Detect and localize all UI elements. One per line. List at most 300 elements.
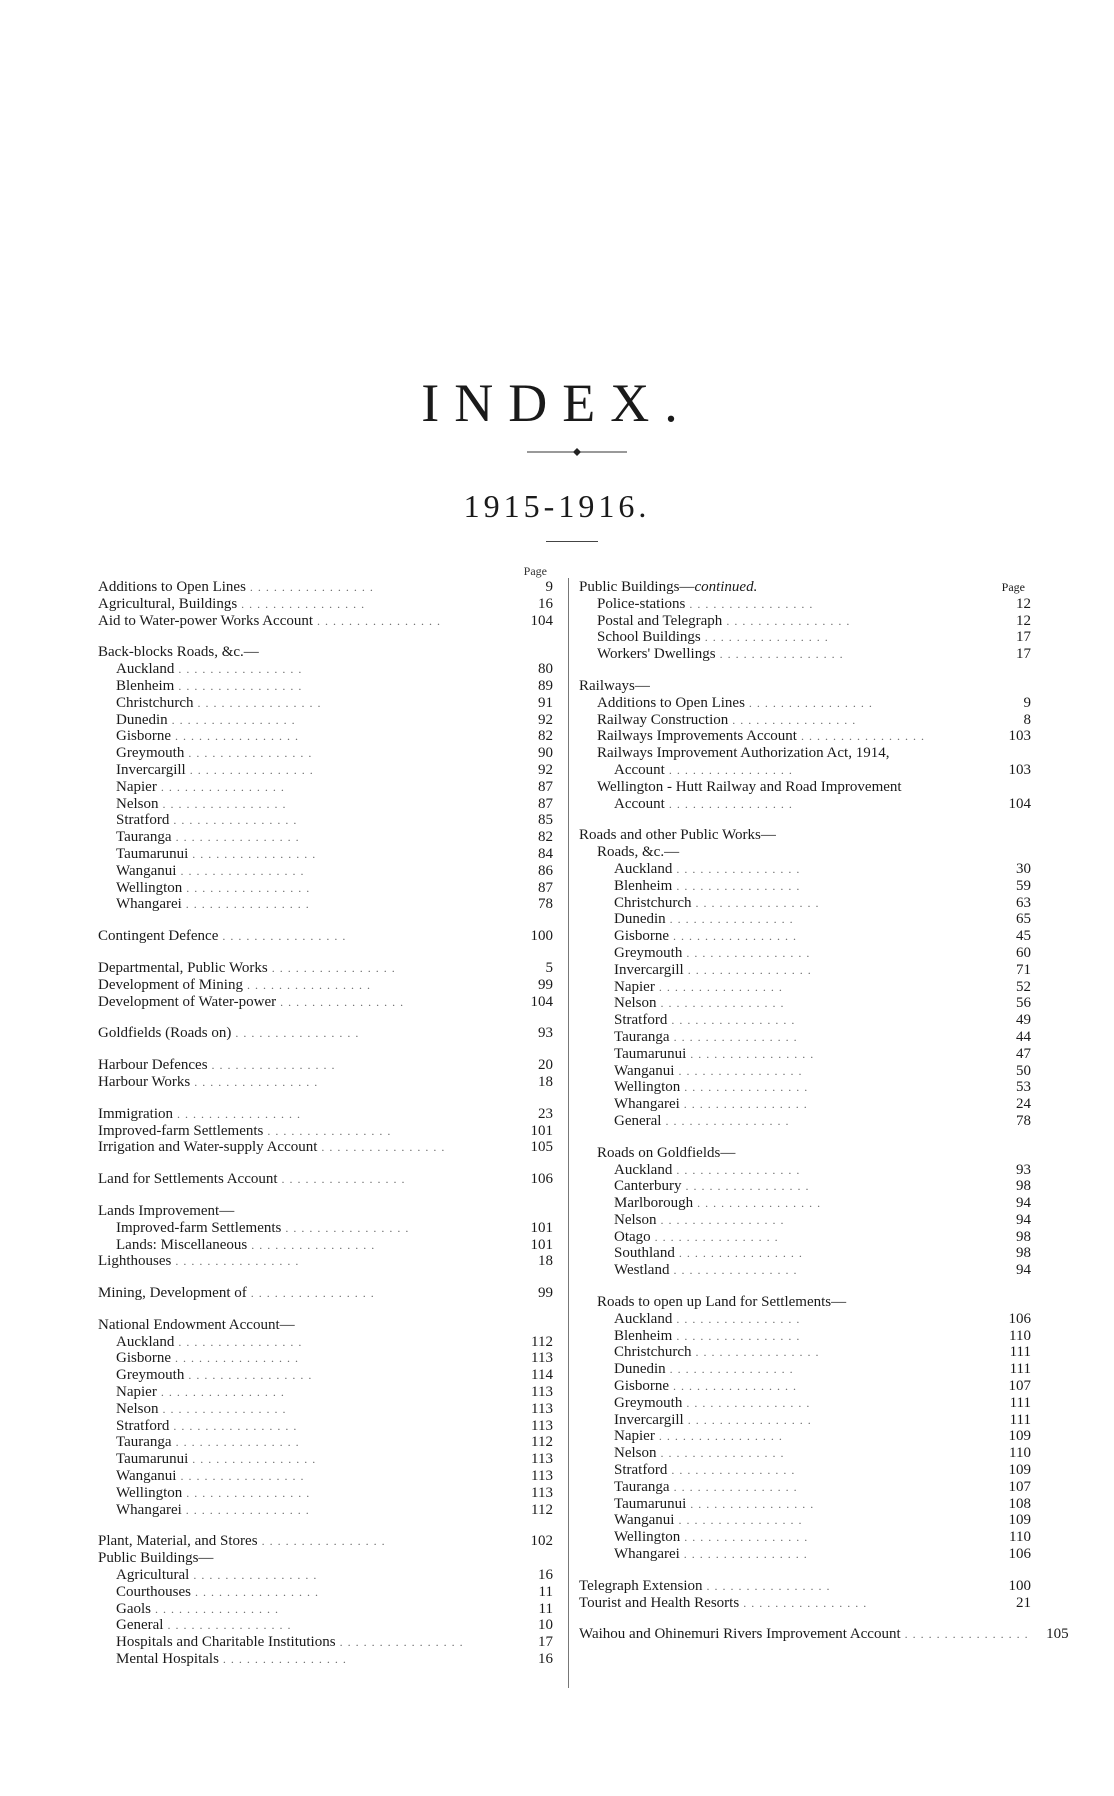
index-entry	[98, 678, 553, 695]
page-number: 63	[1016, 894, 1031, 911]
index-entry	[579, 1412, 1031, 1429]
section-gap	[98, 1042, 553, 1057]
leader-dots: . . . . . . . . . . . . . . . .	[678, 1513, 803, 1528]
index-entry	[579, 762, 1031, 779]
page-number: 105	[1046, 1626, 1069, 1643]
leader-dots: . . . . . . . . . . . . . . . .	[173, 1418, 298, 1433]
entry-label: Plant, Material, and Stores	[98, 1533, 258, 1550]
ornament-divider	[527, 448, 627, 456]
leader-dots: . . . . . . . . . . . . . . . .	[904, 1627, 1029, 1642]
page-number: 113	[531, 1468, 553, 1485]
leader-dots: . . . . . . . . . . . . . . . .	[673, 1379, 797, 1394]
entry-label: General	[116, 1617, 164, 1634]
index-entry	[579, 1195, 1031, 1212]
leader-dots: . . . . . . . . . . . . . . . .	[267, 1123, 392, 1138]
entry-label: Courthouses	[116, 1583, 191, 1600]
entry-label: Aid to Water-power Works Account	[98, 612, 314, 629]
page-number: 92	[538, 761, 553, 778]
page-number: 98	[1016, 1228, 1031, 1245]
page-number: 92	[538, 711, 553, 728]
page-number: 9	[545, 579, 553, 595]
entry-label: Whangarei	[614, 1096, 680, 1113]
entry-label: Postal and Telegraph	[597, 612, 723, 629]
page-number: 108	[1008, 1495, 1031, 1512]
index-entry	[579, 861, 1031, 878]
entry-label: Auckland	[614, 1161, 673, 1178]
index-entry	[579, 1212, 1031, 1229]
index-entry	[579, 646, 1031, 663]
page-number: 106	[1008, 1546, 1031, 1563]
index-entry	[579, 1046, 1031, 1063]
index-entry	[579, 1162, 1031, 1179]
entry-label: Harbour Works	[98, 1073, 191, 1090]
index-entry	[98, 1171, 553, 1188]
section-gap	[98, 1156, 553, 1171]
page-number: 109	[1008, 1512, 1031, 1529]
index-entry	[98, 1334, 553, 1351]
index-entry	[98, 1401, 553, 1418]
index-entry	[579, 1595, 1031, 1612]
index-entry	[579, 1578, 1031, 1595]
index-heading	[98, 1203, 553, 1220]
leader-dots: . . . . . . . . . . . . . . . .	[175, 830, 300, 845]
entry-label: Marlborough	[614, 1195, 694, 1212]
index-entry	[98, 779, 553, 796]
entry-label: Wellington	[614, 1079, 681, 1096]
leader-dots: . . . . . . . . . . . . . . . .	[194, 1074, 319, 1089]
page-number: 12	[1016, 612, 1031, 629]
leader-dots: . . . . . . . . . . . . . . . .	[743, 1595, 868, 1610]
page-number: 99	[538, 976, 553, 993]
page-number: 9	[1023, 694, 1031, 711]
leader-dots: . . . . . . . . . . . . . . . .	[185, 1502, 310, 1517]
section-gap	[98, 1302, 553, 1317]
page-number: 102	[530, 1533, 553, 1550]
continued-label: continued.	[694, 579, 758, 595]
entry-label: Napier	[614, 978, 655, 995]
page-number: 50	[1016, 1062, 1031, 1079]
leader-dots: . . . . . . . . . . . . . . . .	[676, 1162, 801, 1177]
entry-label: Agricultural	[116, 1567, 190, 1584]
page-number: 10	[538, 1617, 553, 1634]
leader-dots: . . . . . . . . . . . . . . . .	[211, 1058, 336, 1073]
leader-dots: . . . . . . . . . . . . . . . .	[197, 695, 322, 710]
heading-label: Railways Improvement Authorization Act, 1914,	[597, 745, 890, 762]
page-number: 93	[538, 1025, 553, 1042]
index-entry	[579, 596, 1031, 613]
leader-dots: . . . . . . . . . . . . . . . .	[695, 895, 820, 910]
page-number: 100	[1008, 1577, 1031, 1594]
index-entry	[98, 1418, 553, 1435]
entry-label: General	[614, 1112, 662, 1129]
page-number: 18	[538, 1253, 553, 1270]
entry-label: Nelson	[614, 1445, 657, 1462]
right-index-list	[579, 579, 1069, 1643]
leader-dots: . . . . . . . . . . . . . . . .	[249, 580, 374, 594]
index-entry	[98, 1617, 553, 1634]
entry-label: Immigration	[98, 1105, 173, 1122]
heading-label: Roads to open up Land for Settlements—	[597, 1294, 847, 1311]
entry-label: Improved-farm Settlements	[116, 1219, 282, 1236]
page-number: 101	[530, 1236, 553, 1253]
index-heading	[579, 1145, 1031, 1162]
leader-dots: . . . . . . . . . . . . . . . .	[178, 662, 303, 677]
index-heading	[579, 1294, 1031, 1311]
entry-label: Wellington	[116, 879, 183, 896]
index-entry	[98, 960, 553, 977]
index-entry	[579, 1229, 1031, 1246]
page-number: 8	[1023, 711, 1031, 728]
page-number: 113	[531, 1484, 553, 1501]
heading-label: Roads, &c.—	[597, 844, 680, 861]
leader-dots: . . . . . . . . . . . . . . . .	[160, 779, 285, 794]
leader-dots: . . . . . . . . . . . . . . . .	[180, 863, 305, 878]
leader-dots: . . . . . . . . . . . . . . . .	[178, 1334, 303, 1349]
section-gap	[98, 1091, 553, 1106]
page-number: 71	[1016, 961, 1031, 978]
left-index-list	[98, 579, 553, 1668]
leader-dots: . . . . . . . . . . . . . . . .	[178, 678, 303, 693]
index-entry	[579, 1496, 1031, 1513]
entry-label: Harbour Defences	[98, 1057, 208, 1074]
entry-label: School Buildings	[597, 629, 701, 646]
entry-label: Workers' Dwellings	[597, 646, 716, 663]
leader-dots: . . . . . . . . . . . . . . . .	[195, 1584, 319, 1599]
index-entry	[579, 995, 1031, 1012]
leader-dots: . . . . . . . . . . . . . . . .	[186, 1485, 311, 1500]
index-entry	[98, 1601, 553, 1618]
leader-dots: . . . . . . . . . . . . . . . .	[658, 1429, 783, 1444]
page-number: 82	[538, 728, 553, 745]
page-number: 98	[1016, 1245, 1031, 1262]
index-entry	[98, 1485, 553, 1502]
index-entry	[98, 1468, 553, 1485]
page-number: 30	[1016, 860, 1031, 877]
index-entry	[579, 979, 1031, 996]
index-entry	[98, 1567, 553, 1584]
leader-dots: . . . . . . . . . . . . . . . .	[317, 613, 442, 628]
page-number: 17	[1016, 646, 1031, 663]
leader-dots: . . . . . . . . . . . . . . . .	[732, 712, 857, 727]
index-entry	[98, 1384, 553, 1401]
page-number: 111	[1009, 1394, 1031, 1411]
index-entry	[98, 695, 553, 712]
index-entry	[98, 1106, 553, 1123]
index-entry	[579, 1262, 1031, 1279]
index-entry	[98, 579, 553, 596]
entry-label: Christchurch	[614, 894, 692, 911]
index-entry-line	[579, 779, 1031, 796]
index-entry	[98, 1502, 553, 1519]
entry-label: Gaols	[116, 1600, 151, 1617]
leader-dots: . . . . . . . . . . . . . . . .	[171, 712, 296, 727]
page-number: 16	[538, 595, 553, 612]
index-entry	[579, 1113, 1031, 1130]
heading-label: National Endowment Account—	[98, 1316, 295, 1333]
entry-label: Departmental, Public Works	[98, 959, 268, 976]
entry-label: Lighthouses	[98, 1253, 172, 1270]
page-number: 59	[1016, 877, 1031, 894]
leader-dots: . . . . . . . . . . . . . . . .	[673, 929, 797, 944]
leader-dots: . . . . . . . . . . . . . . . .	[339, 1635, 464, 1650]
entry-label: Tauranga	[614, 1028, 670, 1045]
page-number: 107	[1008, 1378, 1031, 1395]
leader-dots: . . . . . . . . . . . . . . . .	[321, 1140, 446, 1155]
page-number: 87	[538, 879, 553, 896]
leader-dots: . . . . . . . . . . . . . . . .	[235, 1026, 360, 1041]
leader-dots: . . . . . . . . . . . . . . . .	[261, 1534, 386, 1549]
entry-label: Nelson	[116, 795, 159, 812]
entry-label: Taumarunui	[116, 845, 189, 862]
entry-label: Telegraph Extension	[579, 1577, 703, 1594]
index-entry	[98, 796, 553, 813]
leader-dots: . . . . . . . . . . . . . . . .	[155, 1601, 279, 1616]
leader-dots: . . . . . . . . . . . . . . . .	[186, 880, 311, 895]
index-entry-line	[579, 745, 1031, 762]
page-number: 47	[1016, 1045, 1031, 1062]
index-entry	[98, 896, 553, 913]
entry-label: Greymouth	[614, 1394, 683, 1411]
page-number: 17	[1016, 629, 1031, 646]
entry-label: Nelson	[614, 995, 657, 1012]
entry-label: Stratford	[614, 1012, 668, 1029]
entry-label: Whangarei	[614, 1546, 680, 1563]
index-entry	[98, 1237, 553, 1254]
page-number: 101	[530, 1122, 553, 1139]
entry-label: Wanganui	[614, 1512, 675, 1529]
page-number: 109	[1008, 1428, 1031, 1445]
page-number: 103	[1008, 728, 1031, 745]
section-gap	[579, 1279, 1031, 1294]
page-number: 87	[538, 795, 553, 812]
entry-label: Additions to Open Lines	[597, 694, 745, 711]
index-entry	[98, 1434, 553, 1451]
leader-dots: . . . . . . . . . . . . . . . .	[188, 746, 313, 761]
index-entry	[579, 712, 1031, 729]
entry-label: Auckland	[614, 1310, 673, 1327]
entry-label: Mental Hospitals	[116, 1651, 219, 1668]
leader-dots: . . . . . . . . . . . . . . . .	[175, 1435, 300, 1450]
entry-label: Taumarunui	[614, 1495, 687, 1512]
leader-dots: . . . . . . . . . . . . . . . .	[800, 729, 925, 744]
page-number: 18	[538, 1073, 553, 1090]
leader-dots: . . . . . . . . . . . . . . . .	[175, 1254, 300, 1269]
leader-dots: . . . . . . . . . . . . . . . .	[669, 912, 794, 927]
page-number: 23	[538, 1105, 553, 1122]
index-heading	[579, 844, 1031, 861]
heading-label: Roads on Goldfields—	[597, 1144, 736, 1161]
leader-dots: . . . . . . . . . . . . . . . .	[177, 1106, 301, 1121]
index-entry	[579, 1378, 1031, 1395]
leader-dots: . . . . . . . . . . . . . . . .	[175, 729, 299, 744]
entry-label: Wellington	[614, 1529, 681, 1546]
index-entry	[98, 863, 553, 880]
leader-dots: . . . . . . . . . . . . . . . .	[697, 1196, 822, 1211]
section-gap	[98, 913, 553, 928]
page-number: 112	[531, 1501, 553, 1518]
index-entry	[98, 745, 553, 762]
page-number: 11	[538, 1583, 553, 1600]
leader-dots: . . . . . . . . . . . . . . . .	[160, 1385, 285, 1400]
page-number: 106	[1008, 1310, 1031, 1327]
index-entry	[98, 1123, 553, 1140]
leader-dots: . . . . . . . . . . . . . . . .	[251, 1237, 376, 1252]
page-number: 56	[1016, 995, 1031, 1012]
leader-dots: . . . . . . . . . . . . . . . .	[285, 1220, 410, 1235]
index-entry	[98, 661, 553, 678]
page-number: 60	[1016, 944, 1031, 961]
index-entry	[579, 1029, 1031, 1046]
page-number: 84	[538, 845, 553, 862]
page-number: 112	[531, 1333, 553, 1350]
leader-dots: . . . . . . . . . . . . . . . .	[162, 796, 287, 811]
leader-dots: . . . . . . . . . . . . . . . .	[676, 861, 801, 876]
page-number: 80	[538, 661, 553, 678]
page-number: 104	[530, 993, 553, 1010]
index-title: INDEX.	[421, 373, 693, 433]
page-number: 107	[1008, 1478, 1031, 1495]
page-number: 103	[1008, 761, 1031, 778]
index-entry	[579, 1012, 1031, 1029]
entry-label: Goldfields (Roads on)	[98, 1025, 232, 1042]
heading-label: Back-blocks Roads, &c.—	[98, 644, 259, 661]
leader-dots: . . . . . . . . . . . . . . . .	[695, 1345, 820, 1360]
entry-label: Hospitals and Charitable Institutions	[116, 1634, 336, 1651]
entry-label: Mining, Development of	[98, 1285, 247, 1302]
column-divider	[568, 578, 569, 1688]
index-entry	[98, 1057, 553, 1074]
heading-label: Wellington - Hutt Railway and Road Improvement	[597, 778, 902, 795]
index-entry	[98, 1533, 553, 1550]
right-column	[579, 564, 1069, 1643]
page-number: 24	[1016, 1096, 1031, 1113]
leader-dots: . . . . . . . . . . . . . . . .	[654, 1229, 779, 1244]
leader-dots: . . . . . . . . . . . . . . . .	[690, 1496, 815, 1511]
index-entry	[579, 1395, 1031, 1412]
entry-label: Stratford	[614, 1462, 668, 1479]
index-heading	[579, 678, 1031, 695]
index-entry	[98, 712, 553, 729]
section-gap	[579, 663, 1031, 678]
page-number: 111	[1009, 1411, 1031, 1428]
page-number: 105	[530, 1139, 553, 1156]
section-gap	[579, 1563, 1031, 1578]
continued-heading	[579, 579, 1031, 596]
index-heading	[579, 827, 1031, 844]
entry-label: Tauranga	[116, 1434, 172, 1451]
heading-label: Railways—	[579, 677, 650, 694]
index-entry	[579, 911, 1031, 928]
leader-dots: . . . . . . . . . . . . . . . .	[665, 1113, 790, 1128]
page-number: 110	[1009, 1529, 1031, 1546]
page-number: 101	[530, 1219, 553, 1236]
index-entry	[579, 1462, 1031, 1479]
leader-dots: . . . . . . . . . . . . . . . .	[673, 1029, 798, 1044]
leader-dots: . . . . . . . . . . . . . . . .	[683, 1547, 808, 1562]
index-entry	[579, 1328, 1031, 1345]
heading-label: Public Buildings—	[579, 579, 695, 595]
index-year: 1915-1916.	[463, 488, 651, 524]
entry-label: Christchurch	[116, 694, 194, 711]
page-number: 16	[538, 1567, 553, 1584]
leader-dots: . . . . . . . . . . . . . . . .	[271, 960, 396, 975]
index-entry	[98, 977, 553, 994]
page-number: 94	[1016, 1262, 1031, 1279]
index-entry	[579, 1096, 1031, 1113]
index-entry	[579, 962, 1031, 979]
page-number: 45	[1016, 928, 1031, 945]
leader-dots: . . . . . . . . . . . . . . . .	[676, 1328, 801, 1343]
entry-label: Gisborne	[614, 928, 669, 945]
entry-label: Stratford	[116, 1417, 170, 1434]
page-number: 82	[538, 829, 553, 846]
page-number: 21	[1016, 1594, 1031, 1611]
page-number: 17	[538, 1634, 553, 1651]
index-entry	[98, 596, 553, 613]
leader-dots: . . . . . . . . . . . . . . . .	[686, 1395, 811, 1410]
entry-label: Whangarei	[116, 896, 182, 913]
index-heading	[98, 1550, 553, 1567]
page-column-header: Page	[523, 564, 547, 578]
page-number: 85	[538, 812, 553, 829]
entry-label: Wellington	[116, 1484, 183, 1501]
page-number: 90	[538, 745, 553, 762]
page-number: 104	[530, 612, 553, 629]
index-entry	[579, 928, 1031, 945]
index-heading	[98, 1317, 553, 1334]
entry-label: Auckland	[116, 661, 175, 678]
index-entry	[579, 878, 1031, 895]
entry-label: Improved-farm Settlements	[98, 1122, 264, 1139]
page-number: 86	[538, 862, 553, 879]
index-entry	[579, 1428, 1031, 1445]
index-entry	[98, 1350, 553, 1367]
entry-label: Southland	[614, 1245, 675, 1262]
page-number: 78	[538, 896, 553, 913]
section-gap	[579, 1611, 1031, 1626]
leader-dots: . . . . . . . . . . . . . . . .	[180, 1469, 305, 1484]
page-number: 112	[531, 1434, 553, 1451]
index-entry	[579, 1063, 1031, 1080]
index-entry	[579, 1361, 1031, 1378]
entry-label: Tourist and Health Resorts	[579, 1594, 740, 1611]
leader-dots: . . . . . . . . . . . . . . . .	[669, 1362, 794, 1377]
page-column-header-spacer	[579, 564, 1031, 579]
leader-dots: . . . . . . . . . . . . . . . .	[684, 1080, 809, 1095]
index-entry	[579, 629, 1031, 646]
page-number: 89	[538, 677, 553, 694]
index-entry	[579, 1344, 1031, 1361]
page-number: 110	[1009, 1327, 1031, 1344]
entry-label: Westland	[614, 1262, 670, 1279]
leader-dots: . . . . . . . . . . . . . . . .	[671, 1463, 796, 1478]
section-gap	[98, 629, 553, 644]
page-number: 94	[1016, 1195, 1031, 1212]
page-number: 113	[531, 1417, 553, 1434]
page-number: 111	[1009, 1361, 1031, 1378]
leader-dots: . . . . . . . . . . . . . . . .	[660, 1212, 785, 1227]
leader-dots: . . . . . . . . . . . . . . . .	[748, 695, 873, 710]
entry-label: Waihou and Ohinemuri Rivers Improvement Account	[579, 1626, 901, 1643]
heading-label: Roads and other Public Works—	[579, 827, 776, 844]
index-entry	[98, 613, 553, 630]
entry-label: Dunedin	[614, 911, 666, 928]
page-number: 78	[1016, 1112, 1031, 1129]
page-number: 12	[1016, 595, 1031, 612]
entry-label: Greymouth	[116, 1367, 185, 1384]
page-number: 114	[531, 1367, 553, 1384]
leader-dots: . . . . . . . . . . . . . . . .	[678, 1063, 803, 1078]
